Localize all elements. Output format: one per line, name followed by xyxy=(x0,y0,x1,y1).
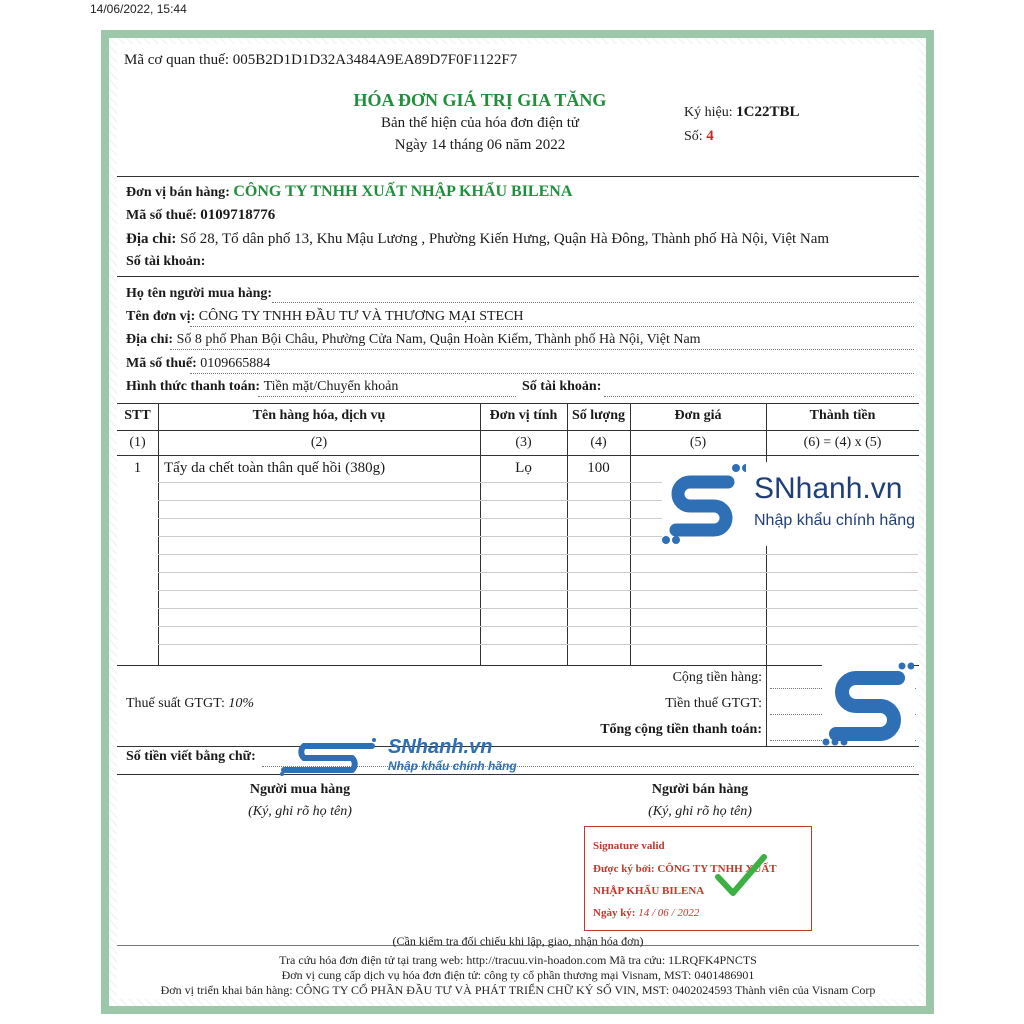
totals-column-line xyxy=(766,665,767,746)
deployer-info: Đơn vị triển khai bán hàng: CÔNG TY CỔ PHẦN ĐẦU TƯ VÀ PHÁT TRIỂN CHỮ KÝ SỐ VIN, MST: 0402024593 Thành viên của Visnam Corp xyxy=(160,983,876,997)
seller-signature-note: (Ký, ghi rõ họ tên) xyxy=(648,804,752,819)
buyer-address: Địa chỉ: Số 8 phố Phan Bội Châu, Phường Cửa Nam, Quận Hoàn Kiếm, Thành phố Hà Nội, Việt Nam xyxy=(126,332,701,347)
table-grid-line xyxy=(158,626,918,627)
table-header-unit: Đơn vị tính xyxy=(489,408,558,423)
tax-authority-code: Mã cơ quan thuế: 005B2D1D1D32A3484A9EA89D7F0F1122F7 xyxy=(124,52,518,68)
table-grid-line xyxy=(158,608,918,609)
vat-amount-label: Tiền thuế GTGT: xyxy=(665,696,762,711)
table-index: (2) xyxy=(310,435,328,450)
invoice-subtitle: Bản thể hiện của hóa đơn điện tử xyxy=(380,115,580,131)
signature-status: Signature valid xyxy=(593,840,665,852)
dotted-line xyxy=(190,373,914,374)
brand-name: SNhanh.vn xyxy=(754,472,903,505)
brand-watermark xyxy=(662,462,918,546)
table-row-qty: 100 xyxy=(587,460,610,476)
table-index: (1) xyxy=(129,435,146,450)
table-header-amount: Thành tiền xyxy=(809,408,876,423)
brand-tagline: Nhập khẩu chính hãng xyxy=(388,759,517,773)
table-grid-line xyxy=(158,572,918,573)
vat-rate: Thuế suất GTGT: 10% xyxy=(126,696,255,711)
invoice-date: Ngày 14 tháng 06 năm 2022 xyxy=(394,137,566,153)
seller-name: Đơn vị bán hàng: CÔNG TY TNHH XUẤT NHẬP KHẨU BILENA xyxy=(126,183,573,200)
table-grid-line xyxy=(158,554,918,555)
dotted-line xyxy=(170,349,914,350)
checkmark-icon xyxy=(715,853,767,899)
divider xyxy=(117,276,919,277)
digital-signature-box xyxy=(584,826,812,931)
table-row-unit: Lọ xyxy=(515,460,532,476)
buyer-account: Số tài khoản: xyxy=(522,379,602,394)
signature-date: Ngày ký: 14 / 06 / 2022 xyxy=(593,907,700,919)
table-row-stt: 1 xyxy=(133,460,142,476)
signature-signed-by: Được ký bởi: CÔNG TY TNHH XUẤT xyxy=(593,863,777,875)
invoice-number: Số: 4 xyxy=(684,128,714,144)
table-grid-line xyxy=(158,590,918,591)
table-border xyxy=(117,430,919,431)
table-index: (6) = (4) x (5) xyxy=(803,435,882,450)
invoice-symbol: Ký hiệu: 1C22TBL xyxy=(684,104,800,120)
buyer-company: Tên đơn vị: CÔNG TY TNHH ĐẦU TƯ VÀ THƯƠNG MẠI STECH xyxy=(126,309,524,324)
check-note: (Cần kiểm tra đối chiếu khi lập, giao, nhận hóa đơn) xyxy=(392,934,644,948)
signature-signed-by-2: NHẬP KHẨU BILENA xyxy=(593,885,705,897)
divider xyxy=(117,176,919,177)
table-row-name: Tẩy da chết toàn thân quế hồi (380g) xyxy=(164,460,386,476)
table-header-stt: STT xyxy=(124,408,151,423)
buyer-name-label: Họ tên người mua hàng: xyxy=(126,286,273,301)
provider-info: Đơn vị cung cấp dịch vụ hóa đơn điện tử: công ty cổ phần thương mại Visnam, MST: 0401486901 xyxy=(281,968,755,982)
dotted-line xyxy=(190,326,914,327)
seller-tax-code: Mã số thuế: 0109718776 xyxy=(126,207,276,223)
lookup-info: Tra cứu hóa đơn điện tử tại trang web: http://tracuu.vin-hoadon.com Mã tra cứu: 1LRQFK4PNCTS xyxy=(279,953,757,967)
seller-address: Địa chỉ: Số 28, Tổ dân phố 13, Khu Mậu Lương , Phường Kiến Hưng, Quận Hà Đông, Thành phố Hà Nội, Việt Nam xyxy=(126,231,830,247)
brand-logo-icon xyxy=(822,662,914,746)
brand-logo-icon xyxy=(276,738,380,776)
table-grid-line xyxy=(158,644,918,645)
table-border xyxy=(117,665,919,666)
table-header-price: Đơn giá xyxy=(674,408,722,423)
invoice-title: HÓA ĐƠN GIÁ TRỊ GIA TĂNG xyxy=(353,90,607,110)
dotted-line xyxy=(258,396,516,397)
buyer-payment: Hình thức thanh toán: Tiền mặt/Chuyển khoản xyxy=(126,379,399,394)
print-timestamp: 14/06/2022, 15:44 xyxy=(90,2,187,16)
brand-tagline: Nhập khẩu chính hãng xyxy=(754,512,916,529)
seller-account: Số tài khoản: xyxy=(126,254,206,269)
table-border xyxy=(117,455,919,456)
brand-name: SNhanh.vn xyxy=(388,736,493,758)
table-index: (4) xyxy=(590,435,607,450)
brand-logo-icon xyxy=(662,462,746,546)
table-header-qty: Số lượng xyxy=(571,408,626,423)
subtotal-label: Cộng tiền hàng: xyxy=(672,670,762,685)
grand-total-label: Tổng cộng tiền thanh toán: xyxy=(600,722,762,737)
table-index: (3) xyxy=(515,435,532,450)
buyer-tax-code: Mã số thuế: 0109665884 xyxy=(126,356,271,371)
buyer-signature-title: Người mua hàng xyxy=(249,782,351,797)
table-header-name: Tên hàng hóa, dịch vụ xyxy=(252,408,386,423)
dotted-line xyxy=(272,302,914,303)
brand-watermark-small xyxy=(276,736,592,778)
amount-in-words-label: Số tiền viết bằng chữ: xyxy=(126,749,256,764)
table-index: (5) xyxy=(689,435,707,450)
buyer-signature-note: (Ký, ghi rõ họ tên) xyxy=(248,804,352,819)
table-border xyxy=(117,403,919,404)
dotted-line xyxy=(604,396,914,397)
seller-signature-title: Người bán hàng xyxy=(651,782,749,797)
